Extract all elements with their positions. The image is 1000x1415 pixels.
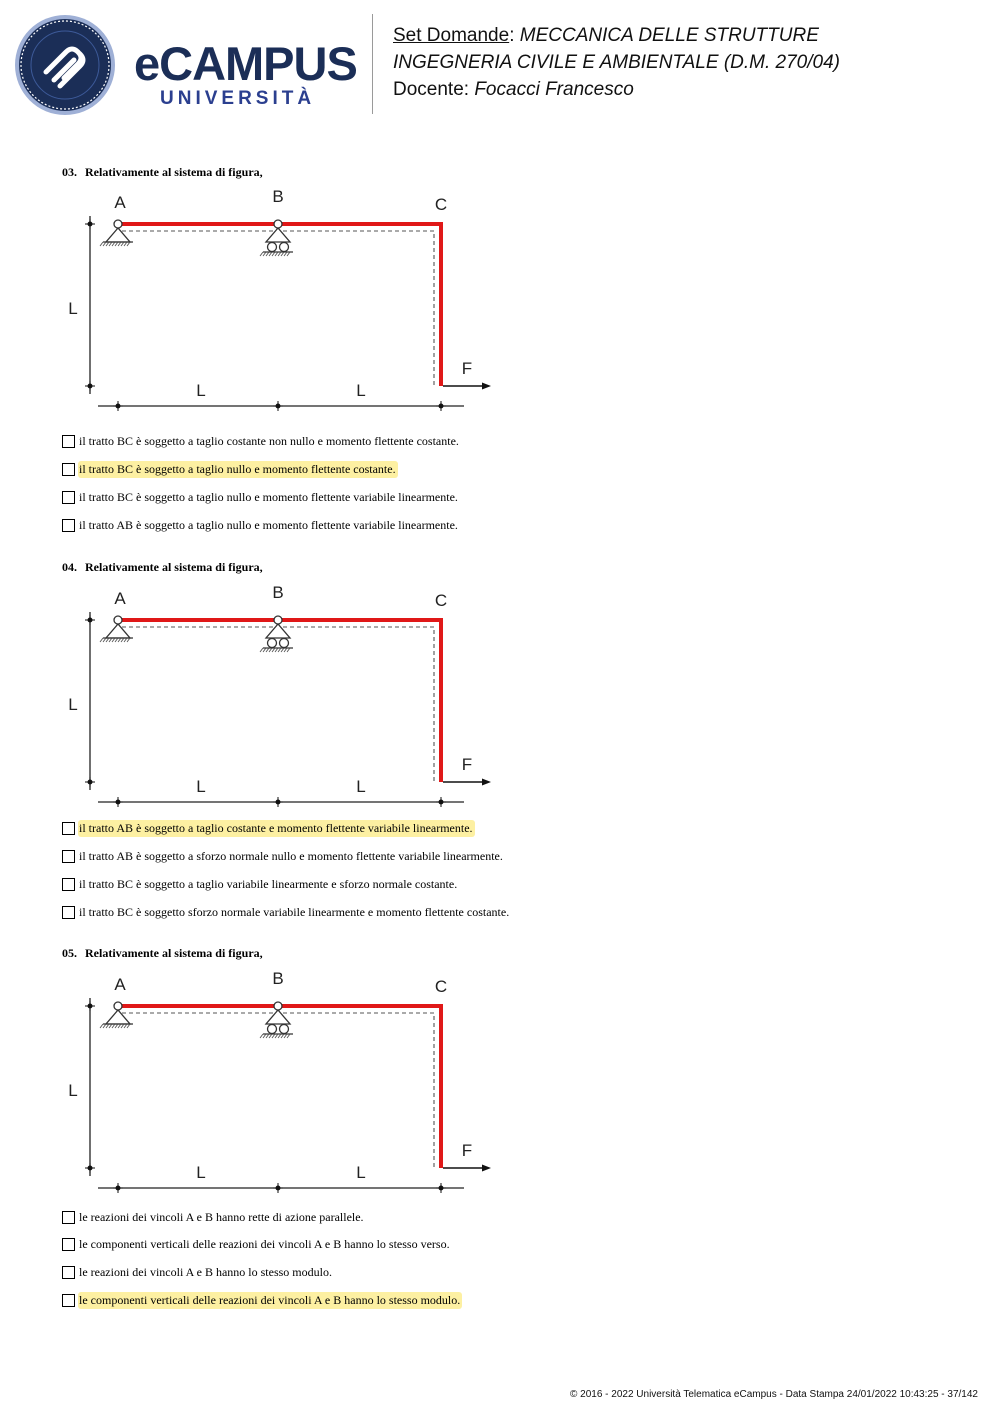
teacher-name: Focacci Francesco [474,79,634,100]
set-label: Set Domande [393,25,510,46]
page-footer: © 2016 - 2022 Università Telematica eCampus - Data Stampa 24/01/2022 10:43:25 - 37/142 [570,1389,978,1400]
force-label-F: F [461,755,473,774]
label-L-vertical: L [68,1081,78,1100]
answer-checkbox[interactable] [62,1238,75,1251]
label-L-left: L [196,381,206,400]
answer-text: il tratto BC è soggetto a taglio nullo e momento flettente variabile linearmente. [79,490,458,504]
answer-checkbox[interactable] [62,435,75,448]
answer-checkbox[interactable] [62,1266,75,1279]
force-arrowhead [482,383,491,390]
force-label-F: F [461,1141,473,1160]
answer-checkbox[interactable] [62,1211,75,1224]
answer-text: le componenti verticali delle reazioni dei vincoli A e B hanno lo stesso verso. [79,1237,450,1251]
question-title: 04. Relativamente al sistema di figura, [62,560,263,574]
label-L-right: L [356,1163,366,1182]
label-L-vertical: L [68,299,78,318]
answer-checkbox[interactable] [62,822,75,835]
reference-fibre-dashed [122,627,434,782]
answer-text: le componenti verticali delle reazioni dei vincoli A e B hanno lo stesso modulo. [79,1293,461,1307]
question-title: 05. Relativamente al sistema di figura, [62,946,263,960]
answer-text: il tratto BC è soggetto a taglio nullo e momento flettente costante. [79,462,396,476]
reference-fibre-dashed [122,1013,434,1168]
answer-option[interactable] [62,433,461,450]
answer-text: il tratto AB è soggetto a taglio nullo e momento flettente variabile linearmente. [79,518,458,532]
label-L-right: L [356,777,366,796]
structure-figure [56,968,506,1200]
label-L-left: L [196,777,206,796]
answer-text: le reazioni dei vincoli A e B hanno lo stesso modulo. [79,1265,332,1279]
answer-checkbox[interactable] [62,519,75,532]
answer-option[interactable] [62,820,475,837]
answer-option[interactable] [62,489,460,506]
answer-option[interactable] [62,904,511,921]
structure-figure [56,186,506,418]
force-arrowhead [482,1165,491,1172]
course-degree: INGEGNERIA CIVILE E AMBIENTALE (D.M. 270/04) [393,52,840,73]
node-label-C: C [434,977,448,996]
node-label-A: A [114,193,126,212]
course-title: MECCANICA DELLE STRUTTURE [519,25,819,46]
answer-option[interactable] [62,1292,462,1309]
label-L-vertical: L [68,695,78,714]
answer-option[interactable] [62,848,505,865]
answer-option[interactable] [62,461,398,478]
structure-figure [56,582,506,814]
ecampus-seal-logo [14,14,116,116]
answer-checkbox[interactable] [62,850,75,863]
answer-checkbox[interactable] [62,906,75,919]
ecampus-wordmark: eCAMPUS [134,37,357,90]
node-label-A: A [114,589,126,608]
answer-text: il tratto BC è soggetto sforzo normale variabile linearmente e momento flettente costante. [79,905,510,919]
answer-option[interactable] [62,1264,334,1281]
node-label-B: B [272,583,284,602]
force-arrowhead [482,779,491,786]
node-label-B: B [272,969,284,988]
answer-checkbox[interactable] [62,463,75,476]
answer-option[interactable] [62,517,460,534]
label-L-right: L [356,381,366,400]
answer-option[interactable] [62,1209,366,1226]
force-label-F: F [461,359,473,378]
node-label-A: A [114,975,126,994]
teacher-label: Docente: [393,79,475,100]
reference-fibre-dashed [122,231,434,386]
answer-text: le reazioni dei vincoli A e B hanno rette di azione parallele. [79,1210,364,1224]
answer-text: il tratto BC è soggetto a taglio costante non nullo e momento flettente costante. [79,434,459,448]
answer-text: il tratto BC è soggetto a taglio variabile linearmente e sforzo normale costante. [79,877,458,891]
answer-text: il tratto AB è soggetto a taglio costante e momento flettente variabile linearmente. [79,821,473,835]
answer-text: il tratto AB è soggetto a sforzo normale nullo e momento flettente variabile linearmente. [79,849,503,863]
question-title: 03. Relativamente al sistema di figura, [62,165,263,179]
answer-checkbox[interactable] [62,1294,75,1307]
answer-checkbox[interactable] [62,878,75,891]
header-course-info: Set Domande: MECCANICA DELLE STRUTTURE INGEGNERIA CIVILE E AMBIENTALE (D.M. 270/04) Docente: Focacci Francesco [393,25,840,100]
answer-option[interactable] [62,876,459,893]
header-divider [372,14,373,114]
ecampus-wordmark-subtitle: UNIVERSITÀ [160,88,316,109]
answer-checkbox[interactable] [62,491,75,504]
answer-option[interactable] [62,1236,452,1253]
label-L-left: L [196,1163,206,1182]
node-label-C: C [434,195,448,214]
node-label-B: B [272,187,284,206]
node-label-C: C [434,591,448,610]
